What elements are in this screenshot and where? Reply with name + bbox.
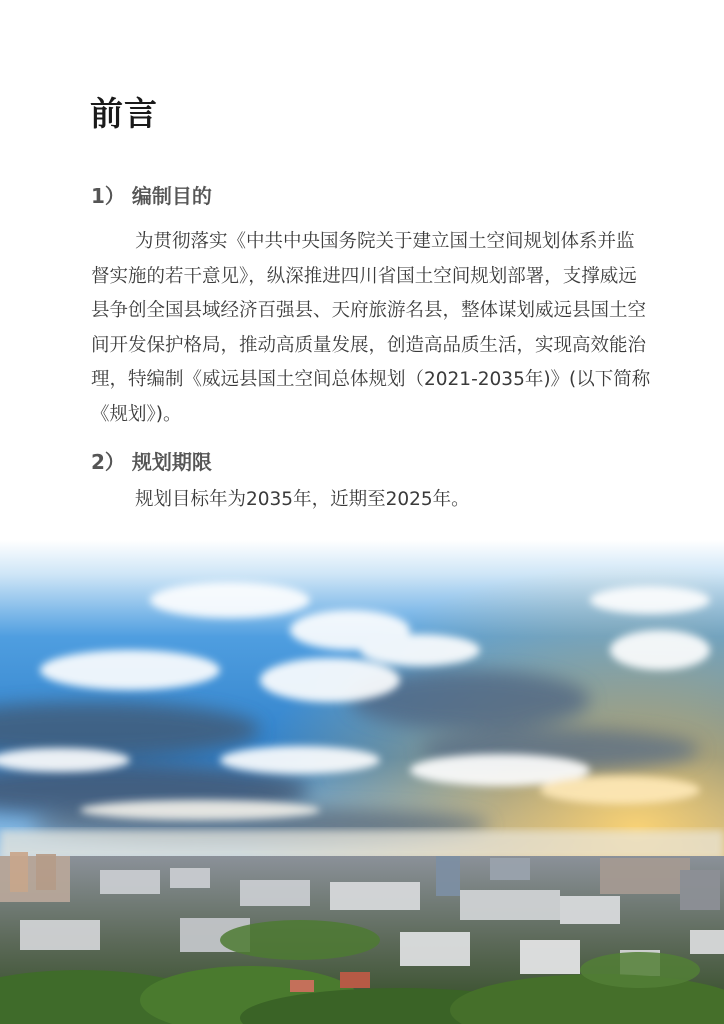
section-body-purpose [91,225,651,432]
section-body-purpose-text: 为贯彻落实《中共中央国务院关于建立国土空间规划体系并监督实施的若干意见》，纵深推进四川省国土空间规划部署，支撑威远县争创全国县域经济百强县、天府旅游名县，整体谋划威远县国土空间开发保护格局，推动高质量发展，创造高品质生活，实现高效能治理，特编制《威远县国土空间总体规划（2021-2035年)》(以下简称《规划》)。 [91,231,651,425]
section-body-period-text: 规划目标年为2035年，近期至2025年。 [135,489,470,510]
section-heading-purpose: 1） 编制目的 [91,184,212,208]
page-title: 前言 [90,94,158,133]
section-body-period [91,483,651,518]
city-skyline-photo [0,540,724,1024]
section-heading-period: 2） 规划期限 [91,450,212,474]
